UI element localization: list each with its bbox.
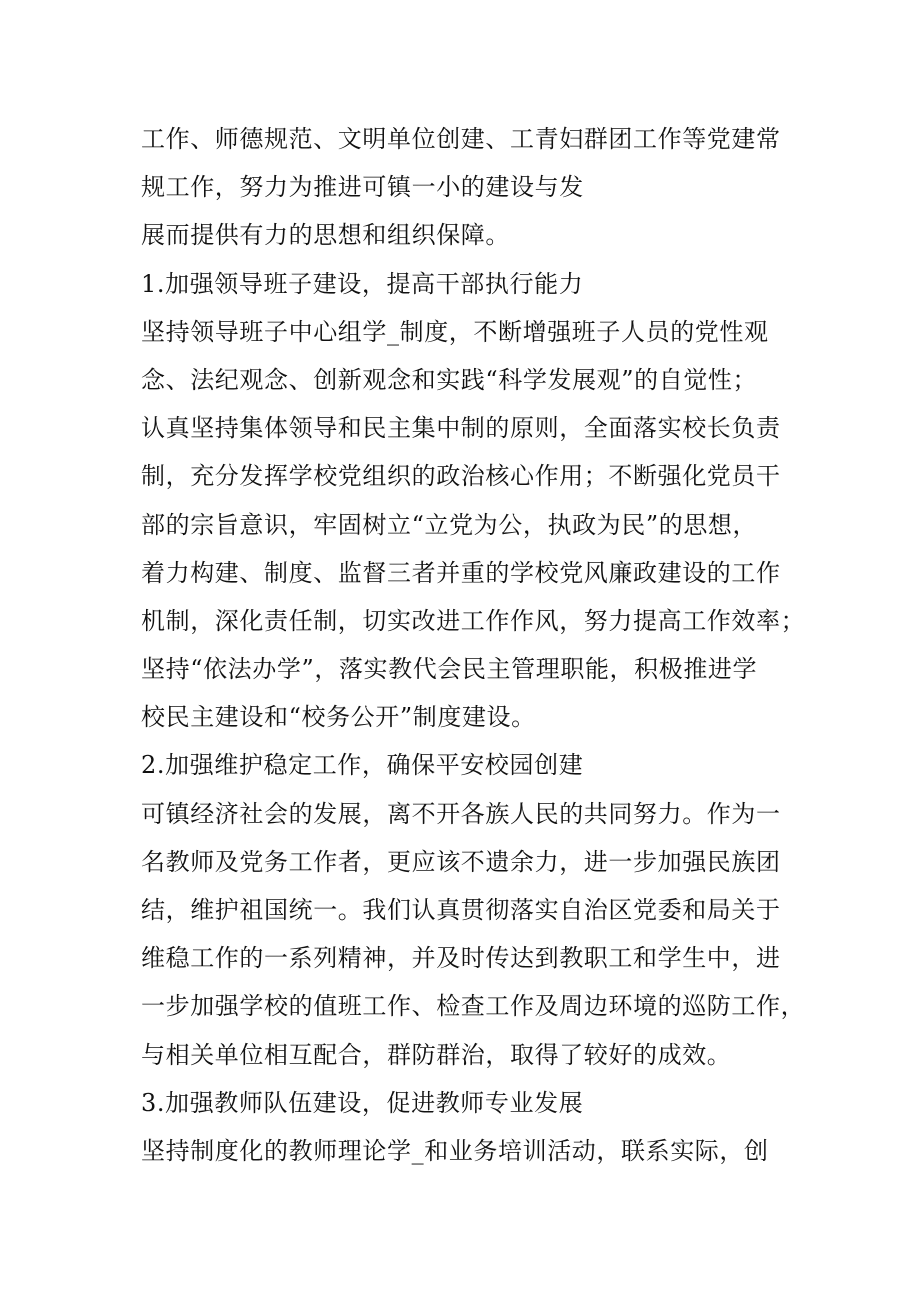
paragraph-line: 念、法纪观念、创新观念和实践“科学发展观”的自觉性； (141, 365, 758, 394)
paragraph-line: 结，维护祖国统一。我们认真贯彻落实自治区党委和局关于 (141, 896, 781, 924)
section-heading: 3.加强教师队伍建设，促进教师专业发展 (141, 1088, 584, 1117)
paragraph-line: 维稳工作的一系列精神，并及时传达到教职工和学生中，进 (141, 944, 781, 973)
paragraph-line: 机制，深化责任制，切实改进工作作风，努力提高工作效率； (141, 606, 806, 635)
paragraph-line: 与相关单位相互配合，群防群治，取得了较好的成效。 (141, 1040, 732, 1069)
paragraph-line: 规工作，努力为推进可镇一小的建设与发 (141, 173, 584, 202)
paragraph-line: 坚持“依法办学”，落实教代会民主管理职能，积极推进学 (141, 655, 758, 684)
paragraph-line: 一步加强学校的值班工作、检查工作及周边环境的巡防工作， (141, 992, 806, 1021)
paragraph-line: 制，充分发挥学校党组织的政治核心作用；不断强化党员干 (141, 462, 781, 491)
paragraph-line: 认真坚持集体领导和民主集中制的原则，全面落实校长负责 (141, 414, 781, 443)
section-heading: 2.加强维护稳定工作，确保平安校园创建 (141, 751, 584, 780)
paragraph-line: 可镇经济社会的发展，离不开各族人民的共同努力。作为一 (141, 799, 781, 828)
paragraph-line: 展而提供有力的思想和组织保障。 (141, 221, 510, 250)
paragraph-line: 部的宗旨意识，牢固树立“立党为公，执政为民”的思想， (141, 510, 758, 539)
paragraph-line: 工作、师德规范、文明单位创建、工青妇群团工作等党建常 (141, 125, 781, 153)
paragraph-line: 校民主建设和“校务公开”制度建设。 (141, 703, 536, 732)
paragraph-line: 坚持领导班子中心组学_制度，不断增强班子人员的党性观 (141, 317, 769, 346)
paragraph-line: 着力构建、制度、监督三者并重的学校党风廉政建设的工作 (141, 558, 781, 587)
document-body (141, 115, 806, 1175)
paragraph-line: 坚持制度化的教师理论学_和业务培训活动，联系实际，创 (141, 1136, 769, 1165)
paragraph-line: 名教师及党务工作者，更应该不遗余力，进一步加强民族团 (141, 847, 781, 876)
section-heading: 1.加强领导班子建设，提高干部执行能力 (141, 269, 584, 298)
